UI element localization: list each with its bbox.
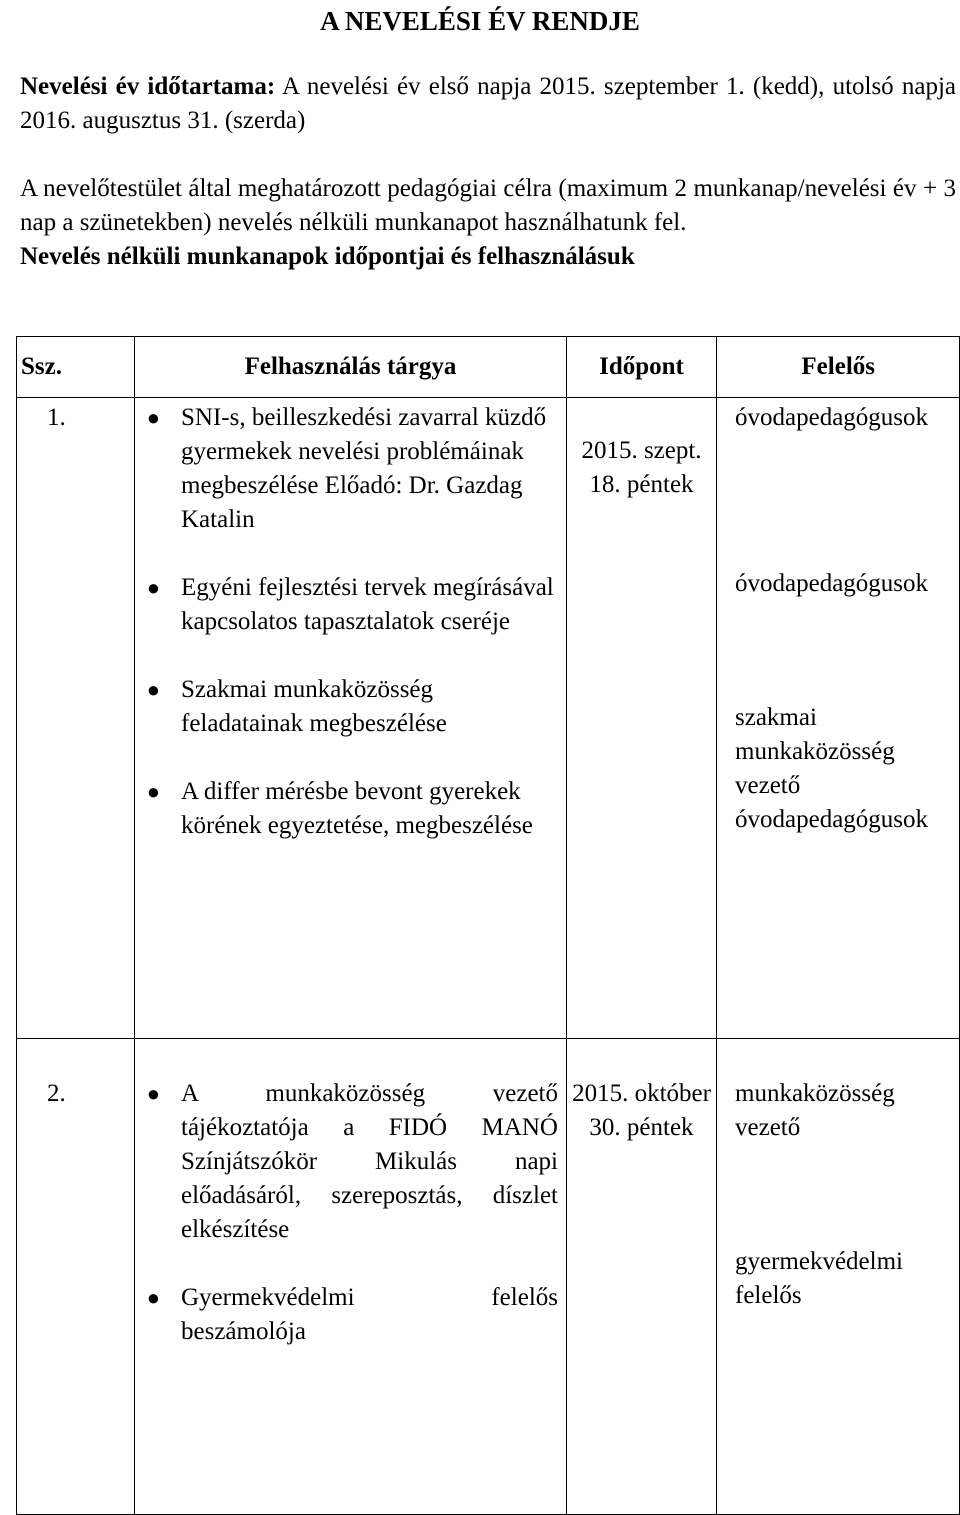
- topic-text: A differ mérésbe bevont gyerekek körének egyeztetése, megbeszélése: [181, 778, 533, 839]
- row-number: 1.: [17, 398, 135, 1039]
- document-title: A NEVELÉSI ÉV RENDJE: [320, 6, 640, 36]
- topic-item: [135, 1281, 558, 1349]
- topic-item: [135, 673, 558, 741]
- table-row: [17, 1039, 960, 1515]
- table-row: [17, 398, 960, 1039]
- topic-item: [135, 401, 558, 537]
- header-topic: Felhasználás tárgya: [135, 337, 567, 398]
- bullet-icon: ●: [146, 677, 160, 702]
- topic-cell: [135, 398, 567, 1039]
- bullet-icon: ●: [146, 1285, 160, 1310]
- date-cell: 2015. szept. 18. péntek: [567, 398, 717, 1039]
- table-header-row: [17, 337, 960, 398]
- duration-text: A nevelési év első napja 2015. szeptember 1. (kedd), utolsó napja 2016. augusztus 31. (szerda): [20, 73, 957, 134]
- topic-text: SNI-s, beilleszkedési zavarral küzdő gyermekek nevelési problémáinak megbeszélése Előadó: Dr. Gazdag Katalin: [181, 404, 547, 533]
- bullet-icon: ●: [146, 575, 160, 600]
- responsible-item: munkaközösség vezető: [735, 1080, 895, 1141]
- topic-item: [135, 775, 558, 843]
- duration-paragraph: [20, 70, 956, 138]
- section-subtitle: Nevelés nélküli munkanapok időpontjai és felhasználásuk: [20, 243, 635, 270]
- topic-cell: [135, 1039, 567, 1515]
- responsible-item: gyermekvédelmi felelős: [735, 1248, 903, 1309]
- row-number: 2.: [17, 1039, 135, 1515]
- bullet-icon: ●: [146, 405, 160, 430]
- workday-paragraph: A nevelőtestület által meghatározott pedagógiai célra (maximum 2 munkanap/nevelési év + 3 nap a szünetekben) nevelés nélküli munkanapot használhatunk fel.: [20, 175, 956, 236]
- date-cell: 2015. október 30. péntek: [567, 1039, 717, 1515]
- duration-label: Nevelési év időtartama:: [20, 73, 276, 100]
- responsible-cell: [717, 1039, 960, 1515]
- workday-table: [16, 336, 960, 1515]
- topic-item: [135, 1077, 558, 1247]
- intro-section: [20, 70, 956, 274]
- topic-text: Egyéni fejlesztési tervek megírásával kapcsolatos tapasztalatok cseréje: [181, 574, 554, 635]
- bullet-icon: ●: [146, 1081, 160, 1106]
- responsible-item: óvodapedagógusok: [735, 570, 929, 597]
- header-date: Időpont: [567, 337, 717, 398]
- bullet-icon: ●: [146, 779, 160, 804]
- responsible-cell: [717, 398, 960, 1039]
- topic-item: [135, 571, 558, 639]
- topic-text: Szakmai munkaközösség feladatainak megbeszélése: [181, 676, 447, 737]
- header-responsible: Felelős: [717, 337, 960, 398]
- topic-text: A munkaközösség vezető tájékoztatója a FIDÓ MANÓ Színjátszókör Mikulás napi előadásáról, szereposztás, díszlet elkészítése: [181, 1080, 558, 1243]
- responsible-item: szakmai munkaközösség vezető óvodapedagógusok: [735, 704, 929, 833]
- topic-text: Gyermekvédelmi felelős beszámolója: [181, 1284, 558, 1345]
- header-ssz: Ssz.: [17, 337, 135, 398]
- responsible-item: óvodapedagógusok: [735, 404, 929, 431]
